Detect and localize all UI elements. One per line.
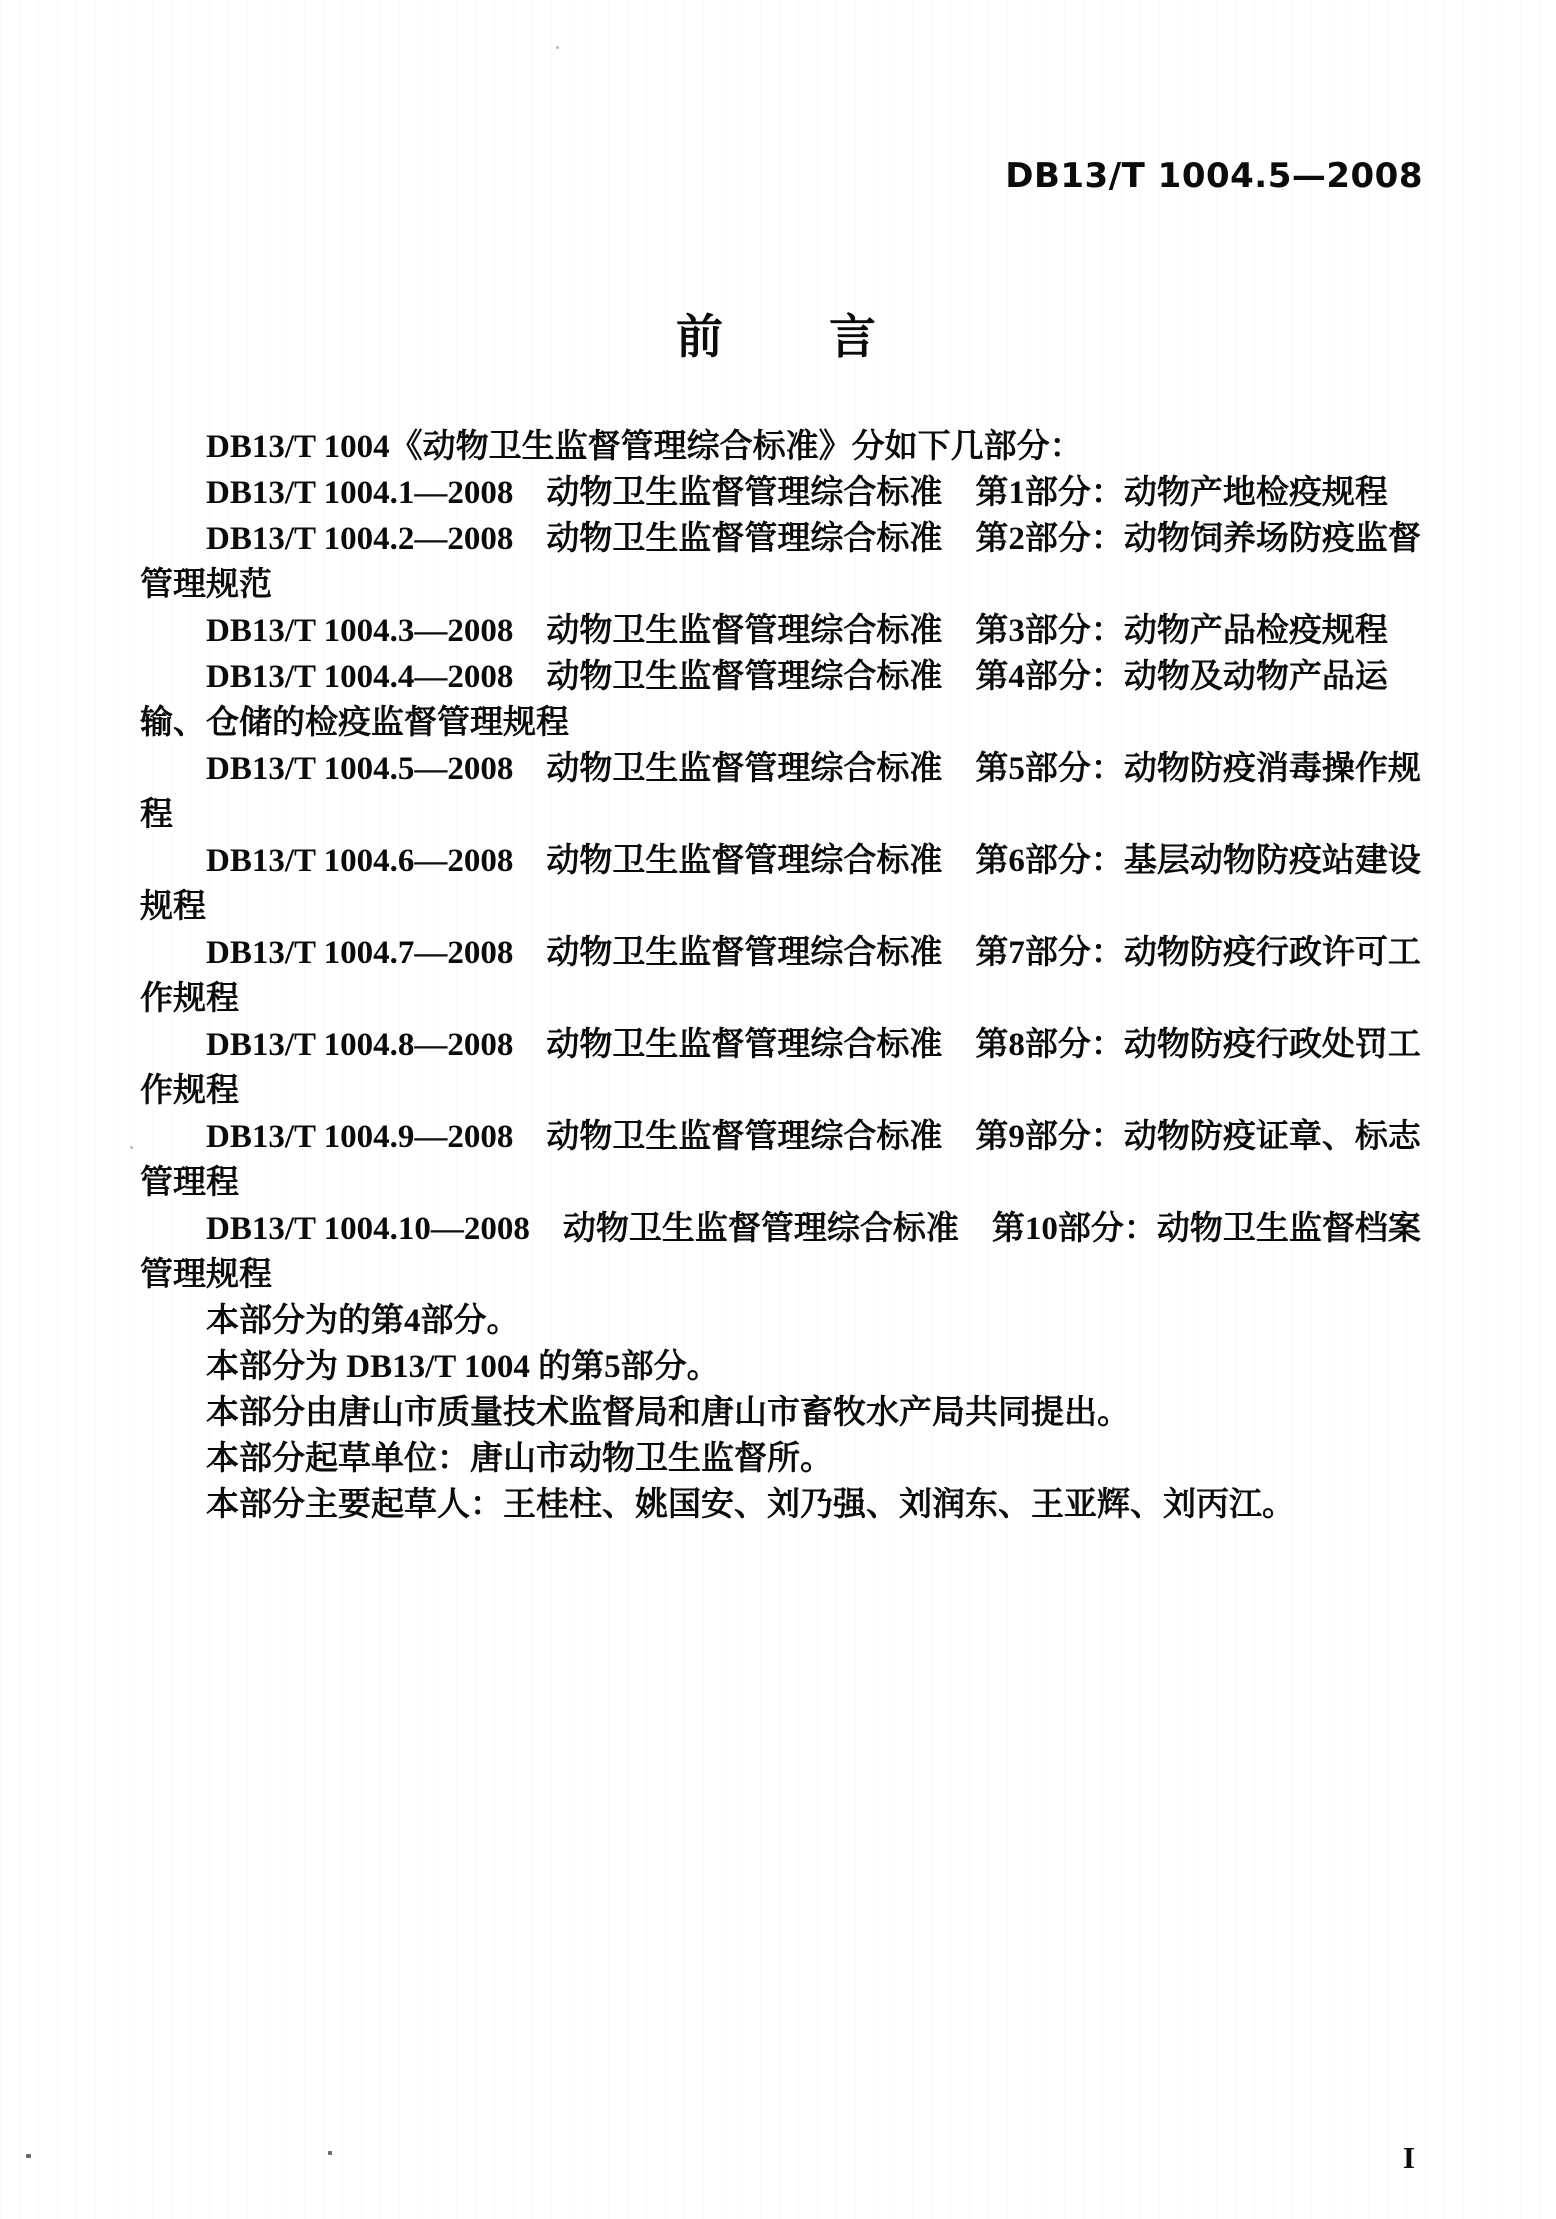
scan-speck: [26, 2154, 31, 2158]
foreword-note-line: 本部分由唐山市质量技术监督局和唐山市畜牧水产局共同提出。: [206, 1395, 1130, 1431]
foreword-part-line: DB13/T 1004.9—2008 动物卫生监督管理综合标准 第9部分：动物防疫证章、标志管理程: [140, 1119, 1421, 1201]
standard-code-header: DB13/T 1004.5—2008: [1005, 156, 1423, 196]
scan-speck: [130, 1146, 133, 1149]
foreword-part-line: DB13/T 1004.6—2008 动物卫生监督管理综合标准 第6部分：基层动物防疫站建设规程: [140, 843, 1421, 925]
foreword-note-line: 本部分为的第4部分。: [206, 1303, 520, 1339]
foreword-part-line: DB13/T 1004.8—2008 动物卫生监督管理综合标准 第8部分：动物防疫行政处罚工作规程: [140, 1027, 1421, 1109]
foreword-note-line: 本部分为 DB13/T 1004 的第5部分。: [206, 1349, 720, 1385]
foreword-part-line: DB13/T 1004.7—2008 动物卫生监督管理综合标准 第7部分：动物防疫行政许可工作规程: [140, 935, 1421, 1017]
foreword-part-line: DB13/T 1004.3—2008 动物卫生监督管理综合标准 第3部分：动物产品检疫规程: [206, 613, 1388, 649]
foreword-notes-list: [140, 1298, 1424, 1528]
foreword-part-line: DB13/T 1004.10—2008 动物卫生监督管理综合标准 第10部分：动物卫生监督档案管理规程: [140, 1211, 1421, 1293]
foreword-note-line: 本部分主要起草人：王桂柱、姚国安、刘乃强、刘润东、王亚辉、刘丙江。: [206, 1487, 1295, 1523]
page-title: 前 言: [676, 310, 880, 365]
foreword-part-line: DB13/T 1004.2—2008 动物卫生监督管理综合标准 第2部分：动物饲养场防疫监督管理规范: [140, 521, 1421, 603]
scan-speck: [556, 46, 559, 49]
foreword-part-line: DB13/T 1004.5—2008 动物卫生监督管理综合标准 第5部分：动物防疫消毒操作规程: [140, 751, 1421, 833]
foreword-note-line: 本部分起草单位：唐山市动物卫生监督所。: [206, 1441, 833, 1477]
foreword-parts-list: [140, 470, 1424, 1298]
foreword-part-line: DB13/T 1004.4—2008 动物卫生监督管理综合标准 第4部分：动物及动物产品运输、仓储的检疫监督管理规程: [140, 659, 1388, 741]
foreword-intro-line: DB13/T 1004《动物卫生监督管理综合标准》分如下几部分：: [206, 429, 1083, 465]
scan-speck: [328, 2151, 332, 2155]
foreword-part-line: DB13/T 1004.1—2008 动物卫生监督管理综合标准 第1部分：动物产地检疫规程: [206, 475, 1388, 511]
page-number: I: [1402, 2140, 1415, 2175]
foreword-body: [140, 424, 1424, 1528]
